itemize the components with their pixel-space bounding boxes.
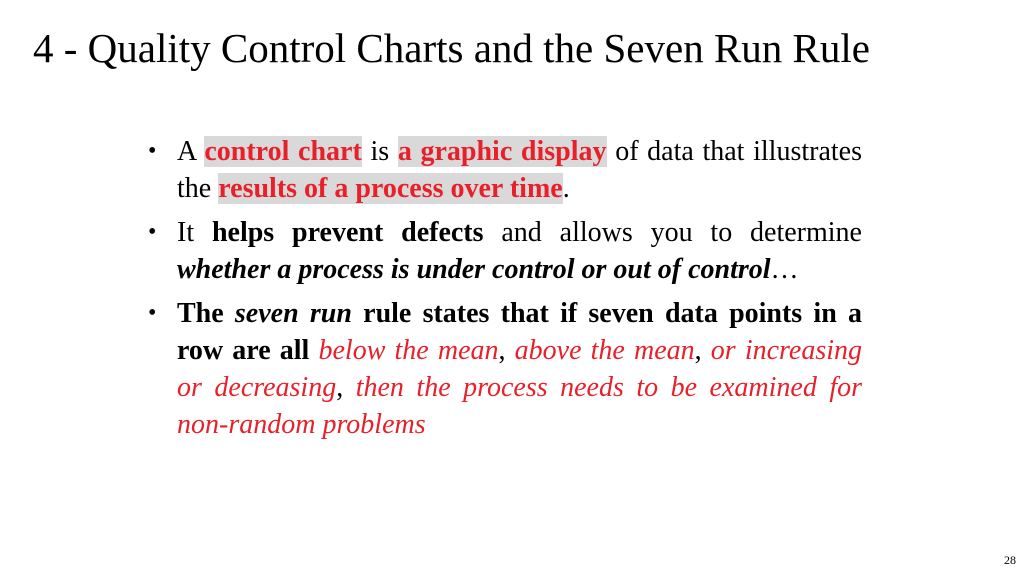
text-run-bold: The (177, 298, 235, 329)
text-run: , (694, 335, 711, 366)
bullet-seven-run-rule (148, 295, 862, 443)
bullet-control-chart-definition (148, 133, 862, 207)
text-run: . (562, 173, 570, 204)
text-run: and allows you to determine (483, 217, 862, 248)
text-run: of data that illustrates the (177, 136, 862, 204)
text-run: , (336, 372, 356, 403)
text-run: , (498, 335, 515, 366)
condition-below-mean: below the mean (318, 335, 499, 366)
condition-increasing-decreasing: or increasing or decreasing (177, 335, 863, 403)
highlight-results-over-time: results of a process over time (218, 173, 563, 204)
slide-title: 4 - Quality Control Charts and the Seven Run Rule (33, 25, 870, 71)
bullet-prevent-defects (148, 214, 862, 288)
bullet-marker: • (148, 300, 157, 326)
bullet-marker: • (148, 138, 157, 164)
bullet-marker: • (148, 219, 157, 245)
emphasis-seven-run: seven run (234, 298, 352, 329)
text-run: It (177, 217, 212, 248)
text-run: A (177, 136, 205, 167)
text-run-bold: rule states that if seven data points in a row are all (177, 298, 862, 366)
condition-above-mean: above the mean (514, 335, 695, 366)
page-number: 28 (1004, 553, 1016, 567)
emphasis-under-control: whether a process is under control or out of control (177, 254, 771, 285)
text-run: … (770, 254, 799, 285)
highlight-control-chart: control chart (204, 136, 362, 167)
consequence-examine-process: then the process needs to be examined for non-random problems (177, 372, 863, 440)
bullet-list (148, 133, 862, 450)
highlight-graphic-display: a graphic display (397, 136, 607, 167)
text-run: is (361, 136, 398, 167)
emphasis-helps-prevent-defects: helps prevent defects (211, 217, 484, 248)
